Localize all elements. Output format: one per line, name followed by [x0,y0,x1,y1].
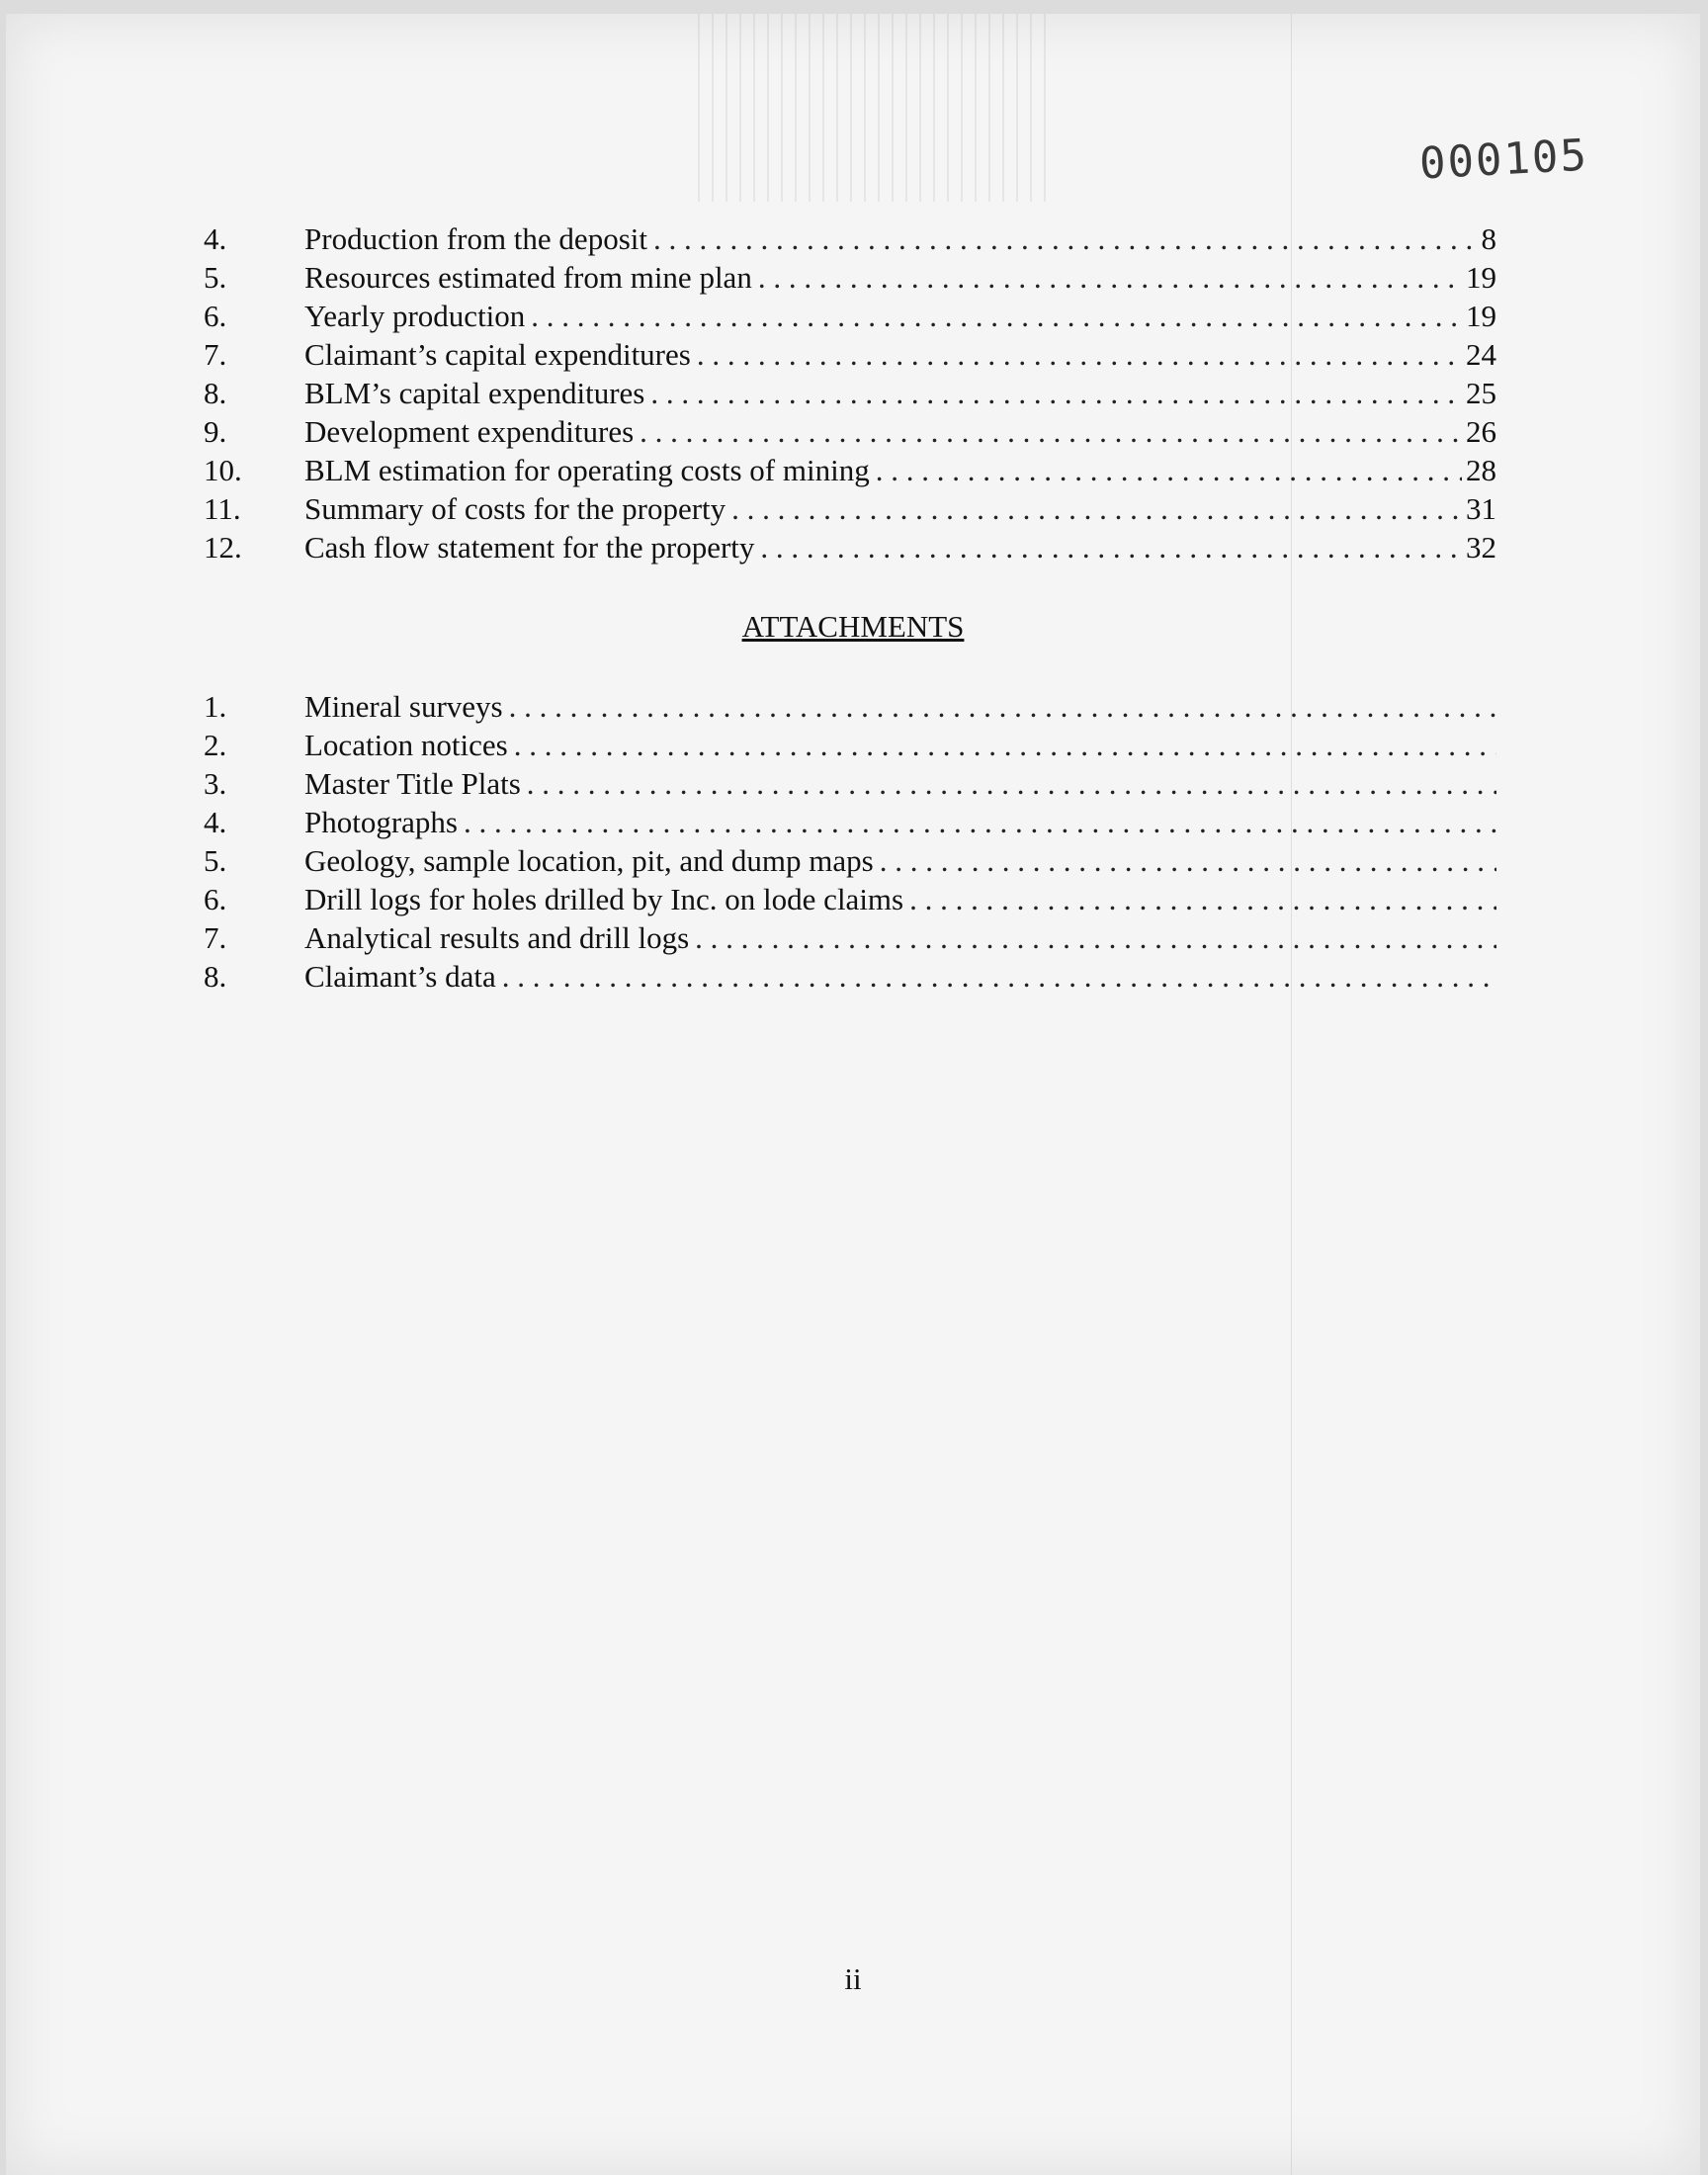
toc-entry-number: 6. [204,299,227,333]
attachment-number: 1. [204,689,227,724]
toc-leader-dots [697,337,1462,373]
attachment-entry [204,959,1496,999]
attachment-title: Geology, sample location, pit, and dump maps [304,843,874,878]
toc-entry [204,530,1496,569]
toc-entry-number: 8. [204,376,227,410]
toc-entry-title: Resources estimated from mine plan [304,260,752,295]
toc-leader-dots [760,530,1462,566]
toc-leader-dots [650,376,1462,411]
scan-artifact [698,14,1054,202]
attachments-heading: ATTACHMENTS [741,609,965,644]
attachment-number: 3. [204,766,227,801]
attachment-title: Mineral surveys [304,689,503,724]
attachment-number: 4. [204,805,227,839]
toc-entry-title: BLM estimation for operating costs of mining [304,453,870,487]
toc-entry-number: 5. [204,260,227,295]
toc-entry [204,260,1496,300]
attachment-title: Photographs [304,805,458,839]
toc-entry-page: 26 [1466,414,1496,449]
attachment-number: 7. [204,920,227,955]
toc-entry-title: Yearly production [304,299,526,333]
toc-entry-title: BLM’s capital expenditures [304,376,645,410]
attachment-title: Drill logs for holes drilled by Inc. on lode claims [304,882,904,916]
toc-entry [204,491,1496,531]
toc-entry-title: Development expenditures [304,414,635,449]
toc-leader-dots [527,766,1496,802]
toc-leader-dots [695,920,1496,956]
toc-leader-dots [531,299,1462,334]
toc-entry [204,453,1496,492]
toc-leader-dots [653,221,1478,257]
toc-entry-page: 31 [1466,491,1496,526]
attachment-entry [204,843,1496,883]
attachment-entry [204,805,1496,844]
toc-entry [204,221,1496,261]
toc-entry [204,337,1496,377]
bates-stamp: 000105 [1417,130,1590,190]
toc-entry-number: 12. [204,530,242,565]
attachment-title: Location notices [304,728,508,762]
attachment-entry [204,766,1496,806]
attachment-entry [204,920,1496,960]
toc-entry-number: 4. [204,221,227,256]
attachment-number: 5. [204,843,227,878]
toc-entry-title: Production from the deposit [304,221,647,256]
toc-entry-title: Cash flow statement for the property [304,530,755,565]
attachment-entry [204,882,1496,921]
toc-leader-dots [514,728,1496,763]
toc-entry-number: 11. [204,491,241,526]
toc-leader-dots [731,491,1462,527]
toc-entry-number: 10. [204,453,242,487]
toc-entry-page: 19 [1466,299,1496,333]
attachment-entry [204,689,1496,729]
toc-entry-page: 25 [1466,376,1496,410]
toc-entry [204,414,1496,454]
toc-entry-number: 9. [204,414,227,449]
attachment-title: Master Title Plats [304,766,521,801]
toc-leader-dots [876,453,1462,488]
toc-leader-dots [758,260,1462,296]
toc-entry [204,376,1496,415]
attachment-number: 6. [204,882,227,916]
toc-entry-title: Claimant’s capital expenditures [304,337,691,372]
page-number: ii [844,1961,862,1996]
toc-entry-page: 32 [1466,530,1496,565]
toc-entry-title: Summary of costs for the property [304,491,726,526]
attachment-number: 2. [204,728,227,762]
toc-entry-number: 7. [204,337,227,372]
attachment-entry [204,728,1496,767]
toc-leader-dots [909,882,1496,917]
toc-leader-dots [502,959,1496,995]
toc-entry-page: 8 [1481,221,1496,256]
toc-leader-dots [880,843,1496,879]
toc-leader-dots [464,805,1496,840]
toc-entry-page: 28 [1466,453,1496,487]
toc-leader-dots [640,414,1462,450]
toc-entry [204,299,1496,338]
toc-entry-page: 19 [1466,260,1496,295]
attachment-number: 8. [204,959,227,994]
toc-leader-dots [509,689,1496,725]
toc-entry-page: 24 [1466,337,1496,372]
document-page [6,14,1700,2175]
attachment-title: Analytical results and drill logs [304,920,690,955]
attachment-title: Claimant’s data [304,959,496,994]
